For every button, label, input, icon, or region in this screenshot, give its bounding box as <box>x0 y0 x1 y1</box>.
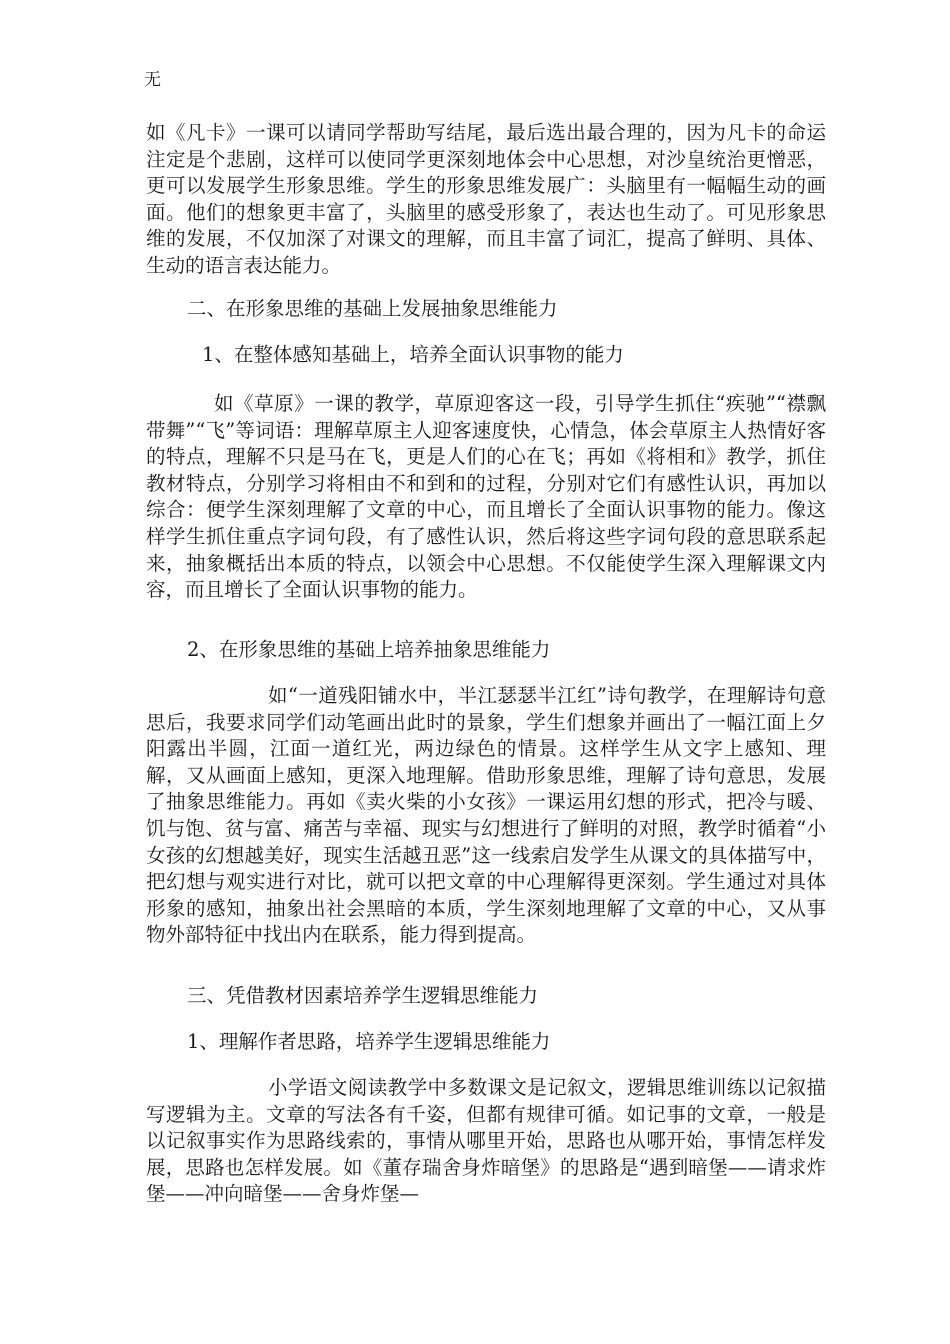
page-header: 无 <box>144 70 161 90</box>
subsection-heading-3-1: 1、理解作者思路，培养学生逻辑思维能力 <box>187 1030 551 1053</box>
section-heading-3: 三、凭借教材因素培养学生逻辑思维能力 <box>187 984 539 1007</box>
paragraph-logic: 小学语文阅读教学中多数课文是记叙文，逻辑思维训练以记叙描写逻辑为主。文章的写法各有千姿，但都有规律可循。如记事的文章，一般是以记叙事实作为思路线索的，事情从哪里开始，思路也从哪开始，事情怎样发展，思路也怎样发展。如《董存瑞舍身炸暗堡》的思路是“遇到暗堡——请求炸堡——冲向暗堡——舍身炸堡— <box>146 1076 826 1206</box>
subsection-heading-2-1: 1、在整体感知基础上，培养全面认识事物的能力 <box>202 343 624 366</box>
paragraph-fanka: 如《凡卡》一课可以请同学帮助写结尾，最后选出最合理的，因为凡卡的命运注定是个悲剧，这样可以使同学更深刻地体会中心思想，对沙皇统治更憎恶，更可以发展学生形象思维。学生的形象思维发展广：头脑里有一幅幅生动的画面。他们的想象更丰富了，头脑里的感受形象了，表达也生动了。可见形象思维的发展，不仅加深了对课文的理解，而且丰富了词汇，提高了鲜明、具体、生动的语言表达能力。 <box>146 121 826 277</box>
paragraph-poem: 如“一道残阳铺水中，半江瑟瑟半江红”诗句教学，在理解诗句意思后，我要求同学们动笔画出此时的景象，学生们想象并画出了一幅江面上夕阳露出半圆，江面一道红光，两边绿色的情景。这样学生从文字上感知、理解，又从画面上感知，更深入地理解。借助形象思维，理解了诗句意思，发展了抽象思维能力。再如《卖火柴的小女孩》一课运用幻想的形式，把冷与暖、饥与饱、贫与富、痛苦与幸福、现实与幻想进行了鲜明的对照，教学时循着“小女孩的幻想越美好，现实生活越丑恶”这一线索启发学生从课文的具体描写中，把幻想与观实进行对比，就可以把文章的中心理解得更深刻。学生通过对具体形象的感知，抽象出社会黑暗的本质，学生深刻地理解了文章的中心，又从事物外部特征中找出内在联系，能力得到提高。 <box>146 684 826 947</box>
subsection-heading-2-2: 2、在形象思维的基础上培养抽象思维能力 <box>187 638 551 661</box>
section-heading-2: 二、在形象思维的基础上发展抽象思维能力 <box>187 297 558 320</box>
paragraph-caoyuan: 如《草原》一课的教学，草原迎客这一段，引导学生抓住“疾驰”“襟飘带舞”“飞”等词语：理解草原主人迎客速度快，心情急，体会草原主人热情好客的特点，理解不只是马在飞，更是人们的心在飞；再如《将相和》教学，抓住教材特点，分别学习将相由不和到和的过程，分别对它们有感性认识，再加以综合：便学生深刻理解了文章的中心，而且增长了全面认识事物的能力。像这样学生抓住重点字词句段，有了感性认识，然后将这些字词句段的意思联系起来，抽象概括出本质的特点，以领会中心思想。不仅能使学生深入理解课文内容，而且增长了全面认识事物的能力。 <box>146 392 826 602</box>
